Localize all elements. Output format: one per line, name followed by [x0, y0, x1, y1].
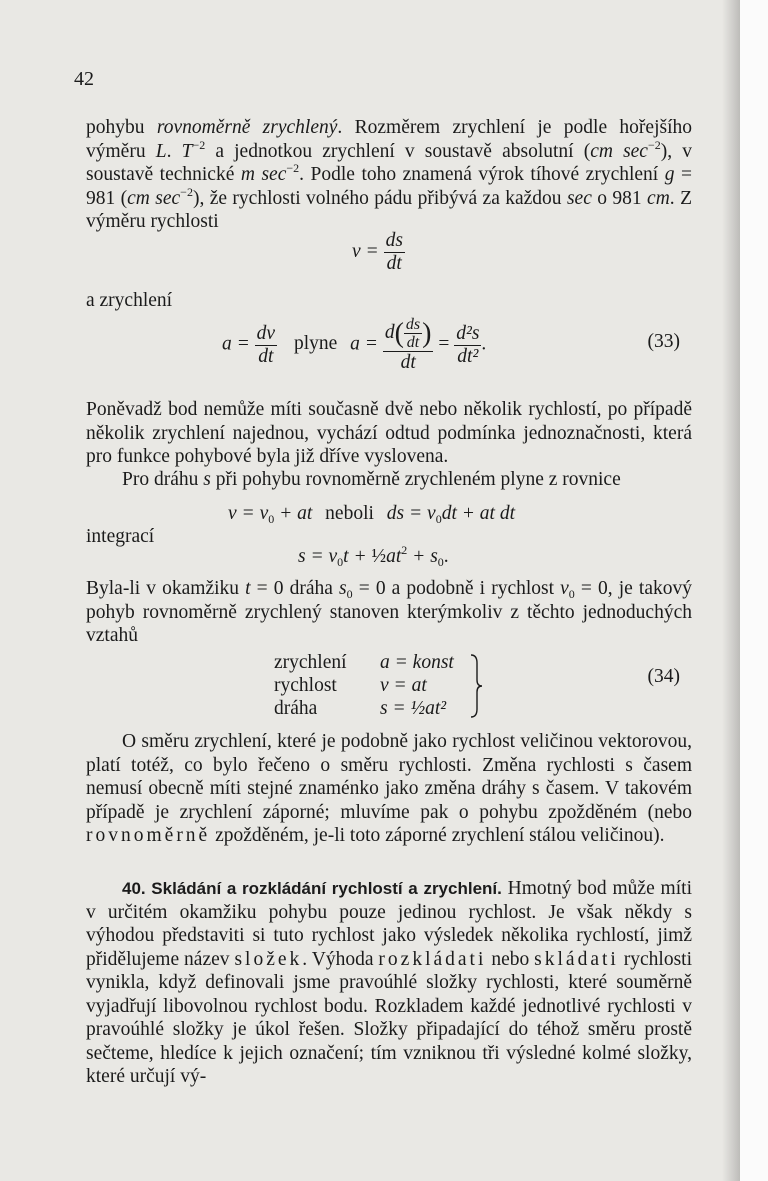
equation-34-system	[274, 651, 484, 720]
label-acceleration: a zrychlení	[86, 290, 173, 311]
equation-velocity-linear: $v = v_0$ + at neboli ds = $v_0dt$ + at dt	[228, 503, 515, 526]
system-row-velocity: rychlost v = at	[274, 675, 427, 696]
equation-number-33: (33)	[647, 331, 680, 352]
fraction-dv-dt: $\frac{dv}{dt}$	[256, 322, 276, 367]
system-row-path: dráha s = ½at²	[274, 698, 447, 719]
paragraph-uniqueness: Poněvadž bod nemůže míti současně dvě nebo několik rychlostí, po případě několik zrychlení najednou, vychází odtud podmínka jednoznačnosti, která pro funkce pohybové byla již dříve vyslovena.	[86, 399, 692, 467]
paragraph-initial-conditions: Byla-li v okamžiku t = 0 dráha $s_0 = 0$ a podobně i rychlost $v_0 = 0$, je takový pohyb rovnoměrně zrychlený stanoven kterýmkoliv z těchto jednoduchých vztahů	[86, 578, 692, 646]
section-40: 40. Skládání a rozkládání rychlostí a zrychlení. Hmotný bod může míti v určitém okamžiku pohybu pouze jedinou rychlost. Je však někdy s výhodou představiti si tuto rychlost jako výsledek několika rychlostí, jimž přidělujeme název složek. Výhoda rozkládati nebo skládati rychlosti vynikla, když definovali jsme pravoúhlé složky rychlosti, které souměrně vyjadřují libovolnou rychlost bodu. Rozkladem každé jednotlivé rychlosti v pravoúhlé složky je úkol řešen. Složky připadající do téhož směru prostě sečteme, hledíce k jejich označení; tím vzniknou tři výsledné kolmé složky, které určují vý-	[86, 878, 692, 1087]
fraction: $\frac{ds}{dt}$	[385, 230, 403, 274]
fraction-d2s-dt2: $\frac{\text{d²s}}{\text{dt²}}$	[456, 322, 480, 367]
fraction-d-ds-dt: d( $\frac{ds}{dt}$ ) dt	[384, 316, 432, 373]
equation-number-34: (34)	[647, 666, 680, 687]
book-spine-shadow	[722, 0, 740, 1181]
label-integration: integrací	[86, 526, 155, 547]
equation-velocity: v = $\frac{ds}{dt}$	[352, 230, 403, 274]
paragraph-intro: pohybu rovnoměrně zrychlený. Rozměrem zrychlení je podle hořejšího výměru L. $T^{-2}$ a jednotkou zrychlení v soustavě absolutní (cm $\sec^{-2}$), v soustavě technické m $\sec^{-2}$. Podle toho znamená výrok tíhové zrychlení g = 981 (cm $\sec^{-2}$), že rychlosti volného pádu přibývá za každou sec o 981 cm. Z výměru rychlosti	[86, 117, 693, 232]
system-row-acceleration: zrychlení a = konst	[274, 652, 454, 673]
section-heading: 40. Skládání a rozkládání rychlostí a zrychlení.	[122, 879, 502, 898]
paragraph-path: Pro dráhu s při pohybu rovnoměrně zrychleném plyne z rovnice	[122, 469, 621, 490]
page-number: 42	[74, 68, 94, 90]
right-brace-icon	[468, 653, 484, 719]
equation-path: $s = v_0t$ + $\frac{1}{2}at^2 + s_0$.	[298, 543, 449, 569]
paragraph-direction: O směru zrychlení, které je podobně jako rychlost veličinou vektorovou, platí totéž, co bylo řečeno o směru rychlosti. Změna rychlosti s časem nemusí obecně míti stejné znaménko jako změna dráhy s časem. V takovém případě je zrychlení záporné; mluvíme pak o pohybu zpožděném (nebo rovnoměrně zpožděném, je-li toto záporné zrychlení stálou veličinou).	[86, 731, 692, 846]
equation-33: a = $\frac{dv}{dt}$ plyne a = d( $\frac{ds}{dt}$ ) dt = $\frac{\text{d²s}}{\text{dt²}}$ .	[222, 316, 487, 373]
scan-margin	[740, 0, 768, 1181]
